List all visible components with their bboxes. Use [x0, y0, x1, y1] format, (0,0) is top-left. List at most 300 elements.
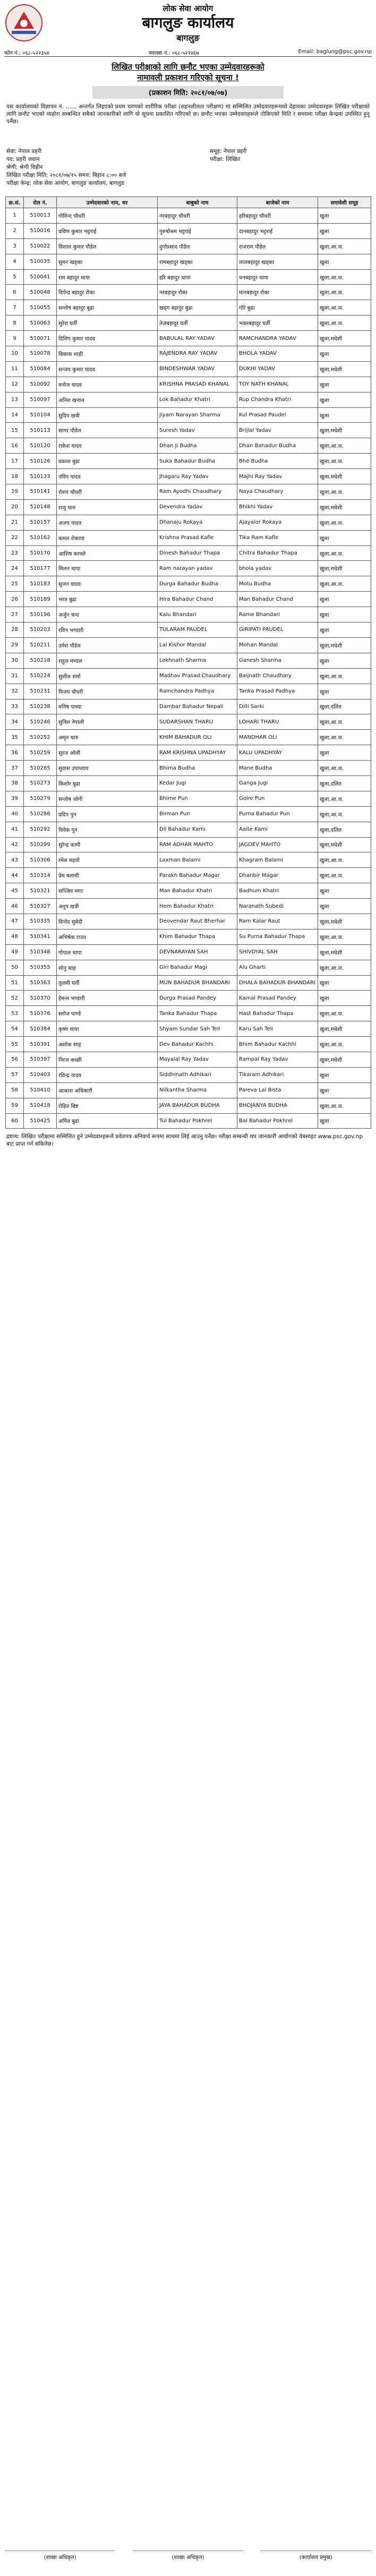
col-header-group: समावेशी समूह: [318, 197, 371, 208]
cell-group: खुला,आ.ज.: [318, 484, 371, 500]
cell-grandfather: bhola yadav: [237, 561, 318, 576]
table-row: [6, 699, 371, 714]
cell-roll: 510157: [24, 515, 57, 530]
cell-roll: 510231: [24, 684, 57, 699]
table-row: [6, 238, 371, 254]
cell-roll: 510363: [24, 975, 57, 991]
cell-grandfather: Khagram Balami: [237, 852, 318, 868]
cell-father: Lal Kishor Mandal: [158, 637, 237, 653]
cell-sn: 1: [6, 208, 24, 224]
table-row: [6, 653, 371, 668]
meta-exam: परीक्षा: लिखित: [210, 156, 241, 163]
cell-roll: 510055: [24, 300, 57, 315]
footer-note: द्रष्टव्य: लिखित परीक्षामा सम्मिलित हुने उम्मेदवारहरूले प्रवेशपत्र अनिवार्य रूपमा साथमा लिई आउनु पर्नेछ। परीक्षा सम्बन्धी थप जानकारी आयोगको वेबसाइट www.psc.gov.np बाट प्राप्त गर्न सकिनेछ।: [6, 1133, 363, 1148]
cell-name: सुशील शर्मा: [57, 668, 158, 684]
cell-father: Tanka Bahadur Thapa: [158, 1006, 237, 1021]
commission-name: लोक सेवा आयोग: [163, 4, 213, 13]
notice-title-line1: लिखित परीक्षाको लागि छनौट भएका उम्मेदवारहरूको: [112, 62, 264, 72]
cell-sn: 48: [6, 929, 24, 944]
cell-group: खुला: [318, 407, 371, 423]
table-row: [6, 929, 371, 944]
cell-group: खुला: [318, 991, 371, 1006]
cell-group: खुला,मधेशी: [318, 423, 371, 438]
cell-roll: 510141: [24, 484, 57, 500]
cell-grandfather: Man Bahadur Chand: [237, 592, 318, 607]
signature-3: (कार्यालय प्रमुख): [299, 2555, 332, 2561]
cell-grandfather: लालबहादुर खड्का: [237, 254, 318, 269]
cell-sn: 47: [6, 914, 24, 929]
cell-father: Kalu Bhandari: [158, 607, 237, 622]
cell-name: सागर पौडेल: [57, 423, 158, 438]
cell-sn: 16: [6, 438, 24, 454]
table-row: [6, 622, 371, 638]
cell-group: खुला,मधेशी: [318, 361, 371, 377]
cell-sn: 39: [6, 791, 24, 806]
cell-sn: 38: [6, 775, 24, 791]
cell-group: खुला,मधेशी: [318, 1052, 371, 1067]
cell-roll: 510265: [24, 761, 57, 776]
cell-father: DEVNARAYAN SAH: [158, 944, 237, 960]
cell-name: राकेश यादव: [57, 438, 158, 454]
cell-roll: 510084: [24, 361, 57, 377]
cell-roll: 510126: [24, 454, 57, 469]
cell-roll: 510013: [24, 208, 57, 224]
cell-father: Tul Bahadur Pokhrel: [158, 1113, 237, 1129]
table-row: [6, 346, 371, 362]
cell-group: खुला,आ.ज.: [318, 1098, 371, 1113]
cell-sn: 10: [6, 346, 24, 362]
cell-sn: 53: [6, 1006, 24, 1021]
cell-grandfather: Rame Bhandari: [237, 607, 318, 622]
cell-roll: 510162: [24, 530, 57, 545]
cell-name: नविन यादव: [57, 469, 158, 484]
signature-1: (शाखा अधिकृत): [44, 2555, 76, 2561]
meta-level: श्रेणी: श्रेणी विहीन: [6, 164, 43, 170]
cell-name: राहुल मण्डल: [57, 653, 158, 668]
cell-group: खुला,आ.ज.: [318, 576, 371, 592]
cell-grandfather: Dhan Bahadur Budha: [237, 438, 318, 454]
cell-name: विनोद सुवेदी: [57, 914, 158, 929]
cell-group: खुला: [318, 745, 371, 761]
cell-father: Birman Pun: [158, 806, 237, 822]
cell-group: खुला,मधेशी: [318, 561, 371, 576]
cell-roll: 510397: [24, 1052, 57, 1067]
cell-father: KRISHNA PRASAD KHANAL: [158, 377, 237, 392]
cell-group: खुला,आ.ज.: [318, 1037, 371, 1052]
cell-sn: 34: [6, 714, 24, 730]
cell-group: खुला,मधेशी: [318, 331, 371, 346]
cell-father: Kedar Jugi: [158, 775, 237, 791]
cell-name: प्रेम बलामी: [57, 868, 158, 883]
cell-group: खुला: [318, 208, 371, 224]
cell-grandfather: Tikaram Adhikari: [237, 1067, 318, 1082]
table-row: [6, 822, 371, 837]
cell-grandfather: Rampal Ray Yadav: [237, 1052, 318, 1067]
cell-name: राजु थारु: [57, 499, 158, 515]
table-row: [6, 668, 371, 684]
cell-group: खुला,आ.ज.: [318, 761, 371, 776]
cell-roll: 510246: [24, 714, 57, 730]
cell-grandfather: Naya Chaudhary: [237, 484, 318, 500]
cell-name: सुवास उपाध्याय: [57, 761, 158, 776]
cell-grandfather: Mane Budha: [237, 761, 318, 776]
cell-name: अर्जुन चन्द: [57, 607, 158, 622]
intro-paragraph: यस कार्यालयको विज्ञापन नं. ...... अन्तर्गत लिइएको प्रथम चरणको शारीरिक परीक्षा (सहनशीलता परीक्षण) मा सम्मिलित उम्मेदवारहरूमध्ये देहायका उम्मेदवारहरू लिखित परीक्षाको लागि छनौट भएको व्यहोरा सम्बन्धित सबैको जानकारीको लागि यो सूचना प्रकाशित गरिएको छ। छनौट भएका उम्मेदवारहरूले तोकिएको मिति र समयमा परीक्षा केन्द्रमा उपस्थित हुनु पर्नेछ।: [6, 104, 370, 125]
cell-grandfather: Tanka Prasad Padhya: [237, 684, 318, 699]
cell-roll: 510376: [24, 1006, 57, 1021]
cell-group: खुला: [318, 883, 371, 899]
table-row: [6, 300, 371, 315]
cell-group: खुला,मधेशी: [318, 1021, 371, 1037]
cell-grandfather: राजराम पौडेल: [237, 238, 318, 254]
cell-grandfather: BHOLA YADAV: [237, 346, 318, 362]
cell-roll: 510218: [24, 653, 57, 668]
cell-sn: 28: [6, 622, 24, 638]
cell-group: खुला,दलित: [318, 775, 371, 791]
cell-father: Dhan Ji Budha: [158, 438, 237, 454]
cell-name: मनोज यादव: [57, 377, 158, 392]
cell-grandfather: Naranath Subedi: [237, 899, 318, 914]
cell-group: खुला,आ.ज.: [318, 668, 371, 684]
cell-grandfather: Bhe Budha: [237, 454, 318, 469]
meta-date: लिखित परीक्षा मिति: २०८१/०७/१५ समय: बिहान ८:०० बजे: [6, 172, 126, 178]
cell-grandfather: JAGDEV MAHTO: [237, 837, 318, 852]
cell-grandfather: TOY NATH KHANAL: [237, 377, 318, 392]
cell-group: खुला: [318, 377, 371, 392]
cell-father: Siddhinath Adhikari: [158, 1067, 237, 1082]
table-row: [6, 761, 371, 776]
cell-roll: 510196: [24, 607, 57, 622]
table-row: [6, 377, 371, 392]
cell-group: खुला,आ.ज.: [318, 806, 371, 822]
cell-roll: 510016: [24, 223, 57, 238]
table-row: [6, 1021, 371, 1037]
cell-father: Madhav Prasad Chaudhary: [158, 668, 237, 684]
cell-name: सोनु साह: [57, 960, 158, 975]
cell-group: खुला,आ.ज.: [318, 438, 371, 454]
table-row: [6, 975, 371, 991]
cell-name: सुमन खड्का: [57, 254, 158, 269]
cell-grandfather: KALU UPADHYAY: [237, 745, 318, 761]
table-row: [6, 714, 371, 730]
cell-father: Suka Bahadur Budha: [158, 454, 237, 469]
table-row: [6, 361, 371, 377]
table-row: [6, 392, 371, 407]
cell-roll: 510022: [24, 238, 57, 254]
cell-name: विशाल कुमार पौडेल: [57, 238, 158, 254]
cell-group: खुला,आ.ज.: [318, 269, 371, 285]
cell-grandfather: Majhi Ray Yadav: [237, 469, 318, 484]
office-name: बागलुङ कार्यालय: [142, 14, 234, 31]
cell-roll: 510177: [24, 561, 57, 576]
cell-roll: 510403: [24, 1067, 57, 1082]
cell-father: Laxman Balami: [158, 852, 237, 868]
cell-name: भरत बुढा: [57, 592, 158, 607]
cell-name: आकाश अधिकारी: [57, 1082, 158, 1098]
cell-sn: 5: [6, 269, 24, 285]
cell-father: Khim Bahadur Thapa: [158, 929, 237, 944]
cell-sn: 54: [6, 1021, 24, 1037]
col-header-roll: रोल नं.: [24, 197, 57, 208]
cell-grandfather: Golre Pun: [237, 791, 318, 806]
cell-grandfather: LOHARI THARU: [237, 714, 318, 730]
cell-sn: 58: [6, 1082, 24, 1098]
cell-sn: 41: [6, 822, 24, 837]
cell-name: विजय चौधरी: [57, 684, 158, 699]
cell-sn: 2: [6, 223, 24, 238]
cell-sn: 29: [6, 637, 24, 653]
table-row: [6, 944, 371, 960]
cell-name: सुदिप खत्री: [57, 407, 158, 423]
cell-name: मनिष पाध्या: [57, 699, 158, 714]
cell-name: उमेश पौडेल: [57, 637, 158, 653]
cell-group: खुला: [318, 684, 371, 699]
cell-father: Hira Bahadur Chand: [158, 592, 237, 607]
table-row: [6, 775, 371, 791]
cell-name: अनुप खत्री: [57, 899, 158, 914]
table-header-row: [6, 197, 371, 208]
cell-sn: 45: [6, 883, 24, 899]
cell-sn: 44: [6, 868, 24, 883]
fax-text: फ्याक्स नं.: ०६८-५२२४६७: [148, 50, 199, 56]
cell-group: खुला: [318, 530, 371, 545]
cell-name: दिपेन्द्र बहादुर रोका: [57, 285, 158, 300]
cell-name: गोविन्द चौधरी: [57, 208, 158, 224]
cell-sn: 40: [6, 806, 24, 822]
table-row: [6, 791, 371, 806]
cell-roll: 510183: [24, 576, 57, 592]
notice-number: (प्रकाशन मिति: २०८१/०७/०७): [92, 86, 284, 99]
cell-group: खुला: [318, 1113, 371, 1129]
table-row: [6, 914, 371, 929]
cell-grandfather: Pareva Lal Bista: [237, 1082, 318, 1098]
table-row: [6, 530, 371, 545]
cell-sn: 26: [6, 592, 24, 607]
cell-group: खुला,मधेशी: [318, 914, 371, 929]
cell-group: खुला,आ.ज.: [318, 285, 371, 300]
cell-group: खुला,आ.ज.: [318, 515, 371, 530]
cell-father: पुरुषोत्तम भट्टराई: [158, 223, 237, 238]
table-row: [6, 684, 371, 699]
cell-group: खुला: [318, 622, 371, 638]
cell-father: Lok Bahadur Khatri: [158, 392, 237, 407]
cell-father: RAJENDRA RAY YADAV: [158, 346, 237, 362]
cell-sn: 36: [6, 745, 24, 761]
cell-sn: 22: [6, 530, 24, 545]
cell-sn: 3: [6, 238, 24, 254]
cell-group: खुला: [318, 653, 371, 668]
cell-father: तेजबहादुर घर्ती: [158, 315, 237, 331]
cell-father: BINDESHWAR YADAV: [158, 361, 237, 377]
cell-sn: 43: [6, 852, 24, 868]
cell-roll: 510299: [24, 837, 57, 852]
table-row: [6, 1052, 371, 1067]
cell-father: Dev Bahadur Kachhi: [158, 1037, 237, 1052]
table-row: [6, 899, 371, 914]
table-row: [6, 1067, 371, 1082]
cell-father: Bhima Budha: [158, 761, 237, 776]
table-row: [6, 269, 371, 285]
cell-grandfather: Bhim Bahadur Kachhi: [237, 1037, 318, 1052]
cell-grandfather: MANDHAR OLI: [237, 730, 318, 745]
cell-sn: 56: [6, 1052, 24, 1067]
cell-group: खुला,मधेशी: [318, 637, 371, 653]
table-row: [6, 1113, 371, 1129]
cell-father: Lekhnath Sharma: [158, 653, 237, 668]
table-row: [6, 852, 371, 868]
cell-grandfather: Badhum Khatri: [237, 883, 318, 899]
cell-father: RAM KRISHNA UPADHYAY: [158, 745, 237, 761]
cell-name: कमल रोकाया: [57, 530, 158, 545]
cell-name: राम बहादुर थापा: [57, 269, 158, 285]
cell-roll: 510410: [24, 1082, 57, 1098]
cell-roll: 510292: [24, 822, 57, 837]
cell-sn: 37: [6, 761, 24, 776]
cell-grandfather: Baijnath Chaudhary: [237, 668, 318, 684]
cell-grandfather: Dhanbir Magar: [237, 868, 318, 883]
table-row: [6, 883, 371, 899]
cell-name: किशोर बुढा: [57, 775, 158, 791]
cell-group: खुला,आ.ज.: [318, 300, 371, 315]
cell-roll: 510341: [24, 929, 57, 944]
cell-grandfather: Dilli Sarki: [237, 699, 318, 714]
cell-father: Ram narayan yadav: [158, 561, 237, 576]
cell-grandfather: SHIVDYAL SAH: [237, 944, 318, 960]
table-row: [6, 331, 371, 346]
table-row: [6, 607, 371, 622]
cell-group: खुला: [318, 1067, 371, 1082]
cell-sn: 42: [6, 837, 24, 852]
cell-group: खुला,आ.ज.: [318, 714, 371, 730]
cell-father: Durga Prasad Pandey: [158, 991, 237, 1006]
cell-roll: 510224: [24, 668, 57, 684]
cell-name: तुलसी घर्ती: [57, 975, 158, 991]
cell-father: Deovendar Raut Bherhar: [158, 914, 237, 929]
table-row: [6, 208, 371, 224]
cell-grandfather: Ram Kalar Raut: [237, 914, 318, 929]
cell-name: प्रकाश बुढा: [57, 454, 158, 469]
cell-name: बिकास शाही: [57, 346, 158, 362]
table-row: [6, 499, 371, 515]
cell-grandfather: मानबहादुर रोका: [237, 285, 318, 300]
cell-father: BABULAL RAY YADAV: [158, 331, 237, 346]
table-row: [6, 837, 371, 852]
cell-sn: 6: [6, 285, 24, 300]
cell-group: खुला: [318, 592, 371, 607]
office-header: [0, 0, 376, 57]
cell-name: सुजन यादव: [57, 576, 158, 592]
cell-sn: 20: [6, 499, 24, 515]
cell-grandfather: Karu Sah Teli: [237, 1021, 318, 1037]
cell-name: सुरेश घर्ती: [57, 315, 158, 331]
cell-name: अजय यादव: [57, 515, 158, 530]
cell-grandfather: Brijlal Yadav: [237, 423, 318, 438]
table-row: [6, 1006, 371, 1021]
cell-name: सरोज पाण्डे: [57, 1006, 158, 1021]
cell-sn: 14: [6, 407, 24, 423]
cell-name: सञ्जिव मगर: [57, 883, 158, 899]
cell-group: खुला: [318, 223, 371, 238]
cell-grandfather: दानबहादुर भट्टराई: [237, 223, 318, 238]
cell-name: सन्तोष जोगी: [57, 791, 158, 806]
cell-name: हेमन्त भण्डारी: [57, 991, 158, 1006]
nepal-emblem-icon: [4, 3, 44, 42]
email-link[interactable]: Email: baglung@psc.gov.np: [298, 49, 372, 55]
cell-father: Shyam Sundar Sah Teli: [158, 1021, 237, 1037]
table-row: [6, 991, 371, 1006]
cell-roll: 510120: [24, 438, 57, 454]
cell-roll: 510391: [24, 1037, 57, 1052]
table-row: [6, 960, 371, 975]
cell-grandfather: धनबहादुर थापा: [237, 269, 318, 285]
cell-name: प्रविण कुमार भट्टराई: [57, 223, 158, 238]
cell-group: खुला,दलित: [318, 822, 371, 837]
cell-father: Dambar Bahadur Nepali: [158, 699, 237, 714]
cell-father: KHIM BAHADUR OLI: [158, 730, 237, 745]
cell-grandfather: Ganga Jugi: [237, 775, 318, 791]
cell-roll: 510048: [24, 285, 57, 300]
cell-roll: 510041: [24, 269, 57, 285]
cell-name: सन्तोष बहादुर बुढा: [57, 300, 158, 315]
cell-father: JAYA BAHADUR BUDHA: [158, 1098, 237, 1113]
cell-father: Devendra Yadav: [158, 499, 237, 515]
cell-name: प्रदिप पुन: [57, 806, 158, 822]
cell-sn: 18: [6, 469, 24, 484]
cell-group: खुला: [318, 392, 371, 407]
cell-father: हरि बहादुर थापा: [158, 269, 237, 285]
phone-text: फोन नं.: ०६८-५२२३५४: [4, 50, 49, 56]
table-row: [6, 637, 371, 653]
cell-group: खुला: [318, 607, 371, 622]
table-row: [6, 285, 371, 300]
cell-sn: 49: [6, 944, 24, 960]
cell-name: दिलिप कुमार यादव: [57, 331, 158, 346]
cell-father: Man Bahadur Khatri: [158, 883, 237, 899]
cell-roll: 510259: [24, 745, 57, 761]
cell-sn: 50: [6, 960, 24, 975]
cell-roll: 510170: [24, 545, 57, 561]
cell-sn: 30: [6, 653, 24, 668]
cell-father: Dinesh Bahadur Thapa: [158, 545, 237, 561]
cell-sn: 51: [6, 975, 24, 991]
table-row: [6, 806, 371, 822]
cell-grandfather: Ajayalor Rokaya: [237, 515, 318, 530]
cell-name: निरज कच्छी: [57, 1052, 158, 1067]
cell-father: रामबहादुर खड्का: [158, 254, 237, 269]
col-header-father: बाबुको नाम: [158, 197, 237, 208]
table-row: [6, 438, 371, 454]
cell-sn: 11: [6, 361, 24, 377]
cell-sn: 8: [6, 315, 24, 331]
cell-father: Hem Bahadur Khatri: [158, 899, 237, 914]
table-row: [6, 315, 371, 331]
cell-name: अनिल खनाल: [57, 392, 158, 407]
table-row: [6, 1037, 371, 1052]
cell-group: खुला,आ.ज.: [318, 454, 371, 469]
cell-sn: 9: [6, 331, 24, 346]
cell-father: नरबहादुर रोका: [158, 285, 237, 300]
cell-roll: 510238: [24, 699, 57, 714]
cell-father: Giri Bahadur Magi: [158, 960, 237, 975]
cell-grandfather: RAMCHANDRA YADAV: [237, 331, 318, 346]
cell-grandfather: Kul Prasad Paudel: [237, 407, 318, 423]
signature-2: (शाखा अधिकृत): [172, 2555, 204, 2561]
cell-name: अशोक साह: [57, 1037, 158, 1052]
cell-roll: 510097: [24, 392, 57, 407]
meta-service: सेवा: नेपाल प्रहरी: [6, 148, 42, 155]
cell-name: अमित बुढा: [57, 1113, 158, 1129]
cell-sn: 57: [6, 1067, 24, 1082]
